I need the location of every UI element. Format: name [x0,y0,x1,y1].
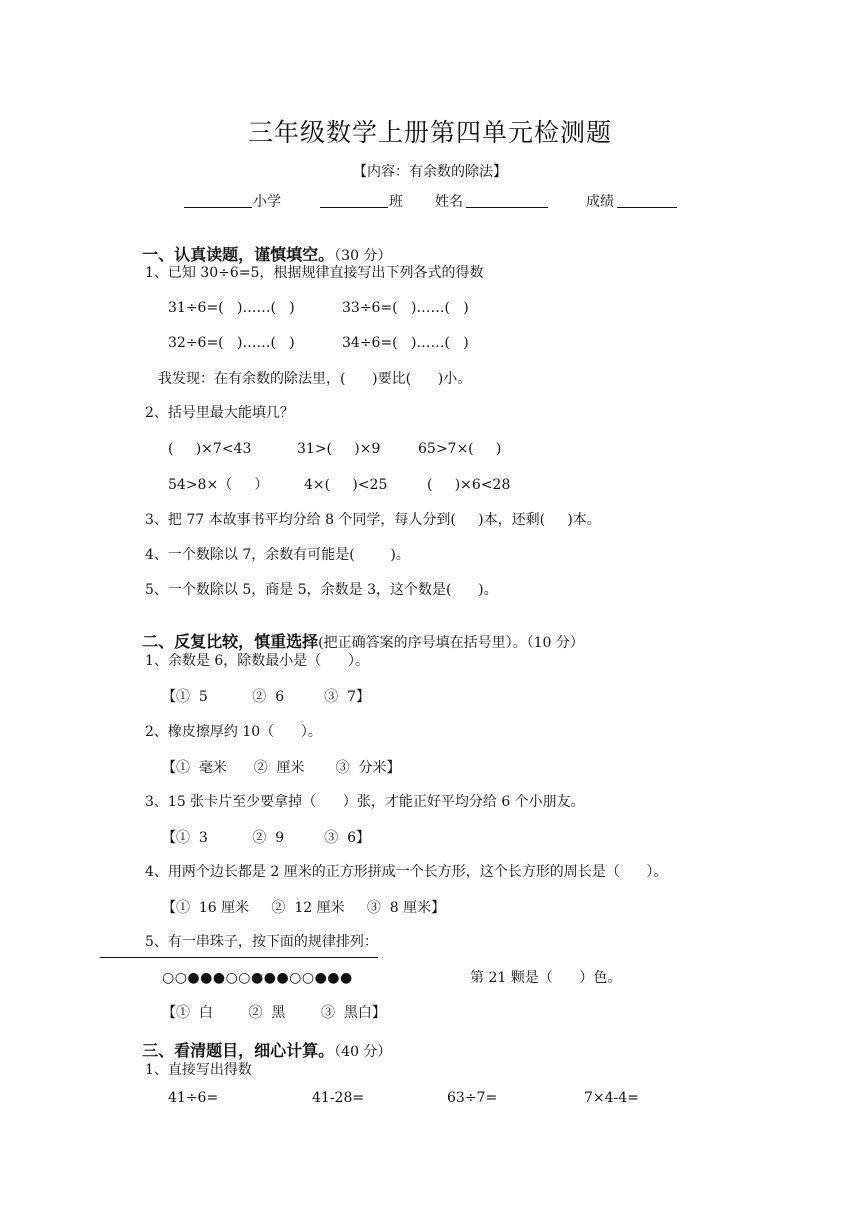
section1-heading-row [131,228,391,265]
s1-q4: 4、一个数除以 7，余数有可能是( )。 [145,547,410,563]
page-subtitle: 【内容：有余数的除法】 [353,164,507,180]
s2-q4: 4、用两个边长都是 2 厘米的正方形拼成一个长方形，这个长方形的周长是（ ）。 [145,864,668,880]
s2-q3-options: 【① 3 ② 9 ③ 6】 [162,830,370,846]
s1-q2-a: ( )×7<43 [168,441,252,457]
s1-q2: 2、括号里最大能填几？ [145,405,294,421]
s1-q2-e: 4×( )<25 [304,477,388,493]
school-label: 小学 [253,194,281,210]
divider-line [100,957,378,958]
calc-item: 7×4-4= [584,1090,639,1106]
section3-points: （40 分） [334,1044,392,1060]
s2-q3: 3、15 张卡片至少要拿掉（ ）张，才能正好平均分给 6 个小朋友。 [145,794,585,810]
class-label: 班 [389,194,403,210]
s1-q2-f: ( )×6<28 [427,477,511,493]
s2-q1-options: 【① 5 ② 6 ③ 7】 [162,689,370,705]
calc-item: 41-28= [312,1090,365,1106]
s2-q5-ask: 第 21 颗是（ ）色。 [470,970,622,986]
page-title: 三年级数学上册第四单元检测题 [247,118,612,147]
s2-q5-options: 【① 白 ② 黑 ③ 黑白】 [162,1005,386,1021]
name-blank[interactable] [466,193,548,208]
s2-q2: 2、橡皮擦厚约 10（ ）。 [145,724,322,740]
s2-q1: 1、余数是 6，除数最小是（ ）。 [145,653,369,669]
s1-q2-b: 31>( )×9 [297,441,381,457]
s1-q1-c: 32÷6=( )……( ) [168,335,295,351]
s1-q1-finding: 我发现：在有余数的除法里，( )要比( )小。 [158,371,472,387]
section3-heading-row [131,1024,391,1061]
s1-q1: 1、已知 30÷6=5，根据规律直接写出下列各式的得数 [145,265,484,281]
score-label: 成绩 [586,194,614,210]
s1-q2-d: 54>8×（ ） [168,477,269,493]
s1-q5: 5、一个数除以 5，商是 5，余数是 3，这个数是( )。 [145,582,498,598]
class-blank[interactable] [320,193,388,208]
section2-heading: 二、反复比较，慎重选择 [142,632,319,651]
s2-q2-options: 【① 毫米 ② 厘米 ③ 分米】 [162,760,401,776]
s1-q1-a: 31÷6=( )……( ) [168,300,295,316]
s1-q1-b: 33÷6=( )……( ) [342,300,469,316]
section3-heading: 三、看清题目，细心计算。 [142,1041,335,1060]
school-blank[interactable] [184,193,252,208]
s1-q2-c: 65>7×( ) [418,441,502,457]
s3-q1: 1、直接写出得数 [145,1062,252,1078]
section1-points: （30 分） [334,248,392,264]
calc-item: 63÷7= [447,1090,498,1106]
bead-sequence: ○○●●●○○●●●○○●●● [162,970,353,986]
score-blank[interactable] [617,193,677,208]
section2-heading-row [131,615,584,652]
section1-heading: 一、认真读题，谨慎填空。 [142,245,335,264]
s1-q1-d: 34÷6=( )……( ) [342,335,469,351]
s2-q4-options: 【① 16 厘米 ② 12 厘米 ③ 8 厘米】 [162,900,446,916]
section2-note: (把正确答案的序号填在括号里）。（10 分） [318,635,584,651]
s2-q5: 5、有一串珠子，按下面的规律排列： [145,934,378,950]
calc-item: 41÷6= [168,1090,219,1106]
name-label: 姓名 [435,194,463,210]
s1-q3: 3、把 77 本故事书平均分给 8 个同学，每人分到( )本，还剩( )本。 [145,512,601,528]
